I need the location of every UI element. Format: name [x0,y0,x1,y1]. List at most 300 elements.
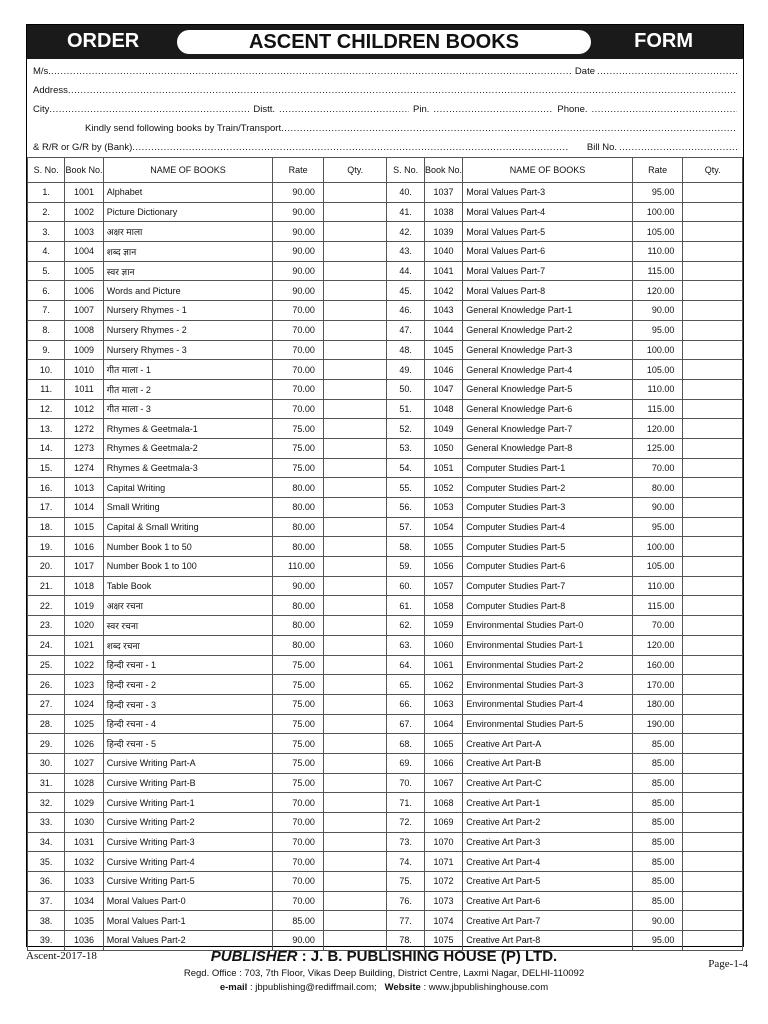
rate-cell: 75.00 [273,714,323,734]
rate-cell: 115.00 [632,596,682,616]
sno-cell: 25. [28,655,65,675]
bookno-cell: 1039 [424,222,462,242]
rate-cell: 95.00 [632,183,682,203]
rate-cell: 70.00 [273,399,323,419]
bookno-cell: 1042 [424,281,462,301]
rate-cell: 70.00 [273,891,323,911]
sno-cell: 48. [387,340,424,360]
rate-cell: 105.00 [632,222,682,242]
book-name-cell: Number Book 1 to 100 [103,557,273,577]
qty-cell[interactable] [683,438,743,458]
table-row [28,478,743,498]
table-row [28,675,743,695]
table-row [28,852,743,872]
qty-cell[interactable] [323,852,387,872]
ms-label: M/s. [33,66,51,77]
bookno-cell: 1075 [424,931,462,951]
qty-cell[interactable] [683,320,743,340]
rate-cell: 80.00 [273,517,323,537]
sno-cell: 50. [387,379,424,399]
sno-cell: 37. [28,891,65,911]
book-name-cell: हिन्दी रचना - 2 [103,675,273,695]
table-row [28,911,743,931]
book-name-cell: Moral Values Part-4 [463,202,633,222]
qty-cell[interactable] [323,458,387,478]
rate-cell: 70.00 [273,379,323,399]
qty-cell[interactable] [323,596,387,616]
book-name-cell: General Knowledge Part-2 [463,320,633,340]
book-name-cell: शब्द रचना [103,635,273,655]
bookno-cell: 1035 [65,911,103,931]
sno-cell: 75. [387,872,424,892]
sno-cell: 5. [28,261,65,281]
bookno-cell: 1012 [65,399,103,419]
rr-line[interactable] [33,138,737,157]
bookno-cell: 1052 [424,478,462,498]
book-name-cell: Creative Art Part-6 [463,891,633,911]
bookno-cell: 1015 [65,517,103,537]
book-name-cell: Moral Values Part-0 [103,891,273,911]
email-address[interactable]: jbpublishing@rediffmail.com; [255,982,377,993]
bookno-cell: 1008 [65,320,103,340]
qty-cell[interactable] [683,557,743,577]
publisher-address: Regd. Office : 703, 7th Floor, Vikas Deep Building, District Centre, Laxmi Nagar, DELHI-110092 [183,968,585,979]
bookno-cell: 1050 [424,438,462,458]
address-line[interactable] [33,81,737,100]
book-name-cell: Nursery Rhymes - 1 [103,301,273,321]
sno-cell: 23. [28,616,65,636]
sno-cell: 42. [387,222,424,242]
qty-cell[interactable] [323,813,387,833]
sno-cell: 53. [387,438,424,458]
rate-cell: 70.00 [273,852,323,872]
rate-cell: 80.00 [273,478,323,498]
sno-cell: 78. [387,931,424,951]
book-name-cell: Creative Art Part-1 [463,793,633,813]
bookno-cell: 1018 [65,576,103,596]
book-name-cell: General Knowledge Part-8 [463,438,633,458]
bookno-cell: 1023 [65,675,103,695]
bookno-cell: 1019 [65,596,103,616]
bookno-cell: 1004 [65,242,103,262]
qty-cell[interactable] [683,891,743,911]
sno-cell: 41. [387,202,424,222]
bookno-cell: 1073 [424,891,462,911]
sno-cell: 64. [387,655,424,675]
qty-cell[interactable] [323,202,387,222]
qty-cell[interactable] [323,281,387,301]
rate-cell: 70.00 [273,360,323,380]
table-row [28,517,743,537]
book-name-cell: Cursive Writing Part-A [103,753,273,773]
bookno-cell: 1011 [65,379,103,399]
form-code: Ascent-2017-18 [26,950,97,962]
header-order: ORDER [67,30,140,52]
bookno-cell: 1005 [65,261,103,281]
rate-cell: 80.00 [273,635,323,655]
bookno-cell: 1002 [65,202,103,222]
bookno-cell: 1041 [424,261,462,281]
header-form: FORM [634,30,693,52]
qty-cell[interactable] [323,891,387,911]
table-row [28,399,743,419]
qty-cell[interactable] [683,675,743,695]
qty-cell[interactable] [323,360,387,380]
qty-cell[interactable] [683,694,743,714]
qty-cell[interactable] [683,281,743,301]
book-name-cell: Creative Art Part-B [463,753,633,773]
qty-cell[interactable] [683,773,743,793]
bookno-cell: 1057 [424,576,462,596]
rate-cell: 80.00 [273,616,323,636]
sno-cell: 14. [28,438,65,458]
qty-cell[interactable] [683,576,743,596]
qty-cell[interactable] [683,793,743,813]
rate-cell: 70.00 [273,832,323,852]
rate-cell: 90.00 [273,242,323,262]
bookno-cell: 1069 [424,813,462,833]
book-name-cell: General Knowledge Part-5 [463,379,633,399]
book-name-cell: Environmental Studies Part-4 [463,694,633,714]
qty-cell[interactable] [323,379,387,399]
book-name-cell: Environmental Studies Part-2 [463,655,633,675]
qty-cell[interactable] [323,419,387,439]
sno-cell: 18. [28,517,65,537]
book-name-cell: Moral Values Part-1 [103,911,273,931]
sno-cell: 57. [387,517,424,537]
qty-cell[interactable] [323,911,387,931]
table-row [28,576,743,596]
bookno-cell: 1025 [65,714,103,734]
qty-cell[interactable] [683,261,743,281]
bookno-cell: 1033 [65,872,103,892]
book-name-cell: हिन्दी रचना - 3 [103,694,273,714]
qty-cell[interactable] [323,576,387,596]
qty-cell[interactable] [683,872,743,892]
table-row [28,419,743,439]
sno-cell: 56. [387,498,424,518]
bookno-cell: 1001 [65,183,103,203]
rate-cell: 90.00 [273,931,323,951]
sno-cell: 12. [28,399,65,419]
rate-cell: 90.00 [273,222,323,242]
table-row [28,458,743,478]
table-row [28,655,743,675]
distt-label: Distt. [253,104,276,115]
col-rate: Rate [632,158,682,183]
sno-cell: 62. [387,616,424,636]
rate-cell: 115.00 [632,261,682,281]
bookno-cell: 1040 [424,242,462,262]
bookno-cell: 1044 [424,320,462,340]
book-name-cell: Computer Studies Part-1 [463,458,633,478]
table-row [28,832,743,852]
bookno-cell: 1074 [424,911,462,931]
rate-cell: 70.00 [273,301,323,321]
table-row [28,793,743,813]
bookno-cell: 1272 [65,419,103,439]
qty-cell[interactable] [323,753,387,773]
bookno-cell: 1020 [65,616,103,636]
book-name-cell: Cursive Writing Part-5 [103,872,273,892]
qty-cell[interactable] [323,517,387,537]
qty-cell[interactable] [683,813,743,833]
qty-cell[interactable] [323,399,387,419]
sno-cell: 6. [28,281,65,301]
qty-cell[interactable] [683,911,743,931]
rate-cell: 75.00 [273,694,323,714]
book-name-cell: Creative Art Part-3 [463,832,633,852]
book-name-cell: हिन्दी रचना - 4 [103,714,273,734]
bill-label: Bill No. [586,142,617,153]
qty-cell[interactable] [683,222,743,242]
sno-cell: 76. [387,891,424,911]
qty-cell[interactable] [323,320,387,340]
book-name-cell: Creative Art Part-A [463,734,633,754]
sno-cell: 33. [28,813,65,833]
sno-cell: 69. [387,753,424,773]
rate-cell: 110.00 [632,242,682,262]
book-name-cell: Cursive Writing Part-B [103,773,273,793]
bookno-cell: 1054 [424,517,462,537]
sno-cell: 55. [387,478,424,498]
sno-cell: 68. [387,734,424,754]
table-row [28,557,743,577]
bookno-cell: 1064 [424,714,462,734]
book-name-cell: Computer Studies Part-6 [463,557,633,577]
bookno-cell: 1017 [65,557,103,577]
rate-cell: 90.00 [273,261,323,281]
pin-label: Pin. [413,104,430,115]
bookno-cell: 1031 [65,832,103,852]
qty-cell[interactable] [683,852,743,872]
sno-cell: 17. [28,498,65,518]
qty-cell[interactable] [683,714,743,734]
qty-cell[interactable] [323,340,387,360]
qty-cell[interactable] [323,537,387,557]
sno-cell: 20. [28,557,65,577]
sno-cell: 63. [387,635,424,655]
bookno-cell: 1016 [65,537,103,557]
book-name-cell: General Knowledge Part-3 [463,340,633,360]
qty-cell[interactable] [683,655,743,675]
qty-cell[interactable] [683,458,743,478]
city-line[interactable] [33,100,737,119]
qty-cell[interactable] [323,694,387,714]
bookno-cell: 1032 [65,852,103,872]
book-name-cell: Capital & Small Writing [103,517,273,537]
sno-cell: 70. [387,773,424,793]
book-name-cell: Computer Studies Part-2 [463,478,633,498]
table-row [28,281,743,301]
rate-cell: 190.00 [632,714,682,734]
rate-cell: 70.00 [273,872,323,892]
table-row [28,734,743,754]
bookno-cell: 1026 [65,734,103,754]
qty-cell[interactable] [683,596,743,616]
sno-cell: 59. [387,557,424,577]
city-label: City [33,104,50,115]
qty-cell[interactable] [323,872,387,892]
table-row [28,872,743,892]
qty-cell[interactable] [323,183,387,203]
sno-cell: 13. [28,419,65,439]
rate-cell: 120.00 [632,281,682,301]
table-row [28,222,743,242]
qty-cell[interactable] [323,635,387,655]
bookno-cell: 1055 [424,537,462,557]
book-name-cell: Moral Values Part-5 [463,222,633,242]
book-name-cell: शब्द ज्ञान [103,242,273,262]
qty-cell[interactable] [323,438,387,458]
book-name-cell: Creative Art Part-C [463,773,633,793]
qty-cell[interactable] [683,832,743,852]
transport-line[interactable] [33,119,737,138]
publisher-contact: e-mail : jbpublishing@rediffmail.com; Website : www.jbpublishinghouse.com [219,982,549,993]
book-name-cell: हिन्दी रचना - 5 [103,734,273,754]
book-name-cell: Creative Art Part-2 [463,813,633,833]
rate-cell: 105.00 [632,557,682,577]
qty-cell[interactable] [323,478,387,498]
table-row [28,714,743,734]
book-name-cell: Environmental Studies Part-3 [463,675,633,695]
bookno-cell: 1059 [424,616,462,636]
book-name-cell: Computer Studies Part-5 [463,537,633,557]
bookno-cell: 1047 [424,379,462,399]
sno-cell: 27. [28,694,65,714]
website-link[interactable]: www.jbpublishinghouse.com [428,982,549,993]
sno-cell: 49. [387,360,424,380]
bookno-cell: 1053 [424,498,462,518]
rate-cell: 85.00 [632,872,682,892]
qty-cell[interactable] [323,616,387,636]
book-name-cell: Moral Values Part-3 [463,183,633,203]
bookno-cell: 1028 [65,773,103,793]
sno-cell: 34. [28,832,65,852]
qty-cell[interactable] [683,183,743,203]
table-row [28,183,743,203]
table-body [28,183,743,951]
sno-cell: 21. [28,576,65,596]
qty-cell[interactable] [683,379,743,399]
sno-cell: 15. [28,458,65,478]
qty-cell[interactable] [683,478,743,498]
rate-cell: 85.00 [632,813,682,833]
qty-cell[interactable] [683,340,743,360]
rate-cell: 120.00 [632,419,682,439]
qty-cell[interactable] [323,793,387,813]
sno-cell: 8. [28,320,65,340]
qty-cell[interactable] [683,360,743,380]
ms-line[interactable] [33,62,737,81]
sno-cell: 11. [28,379,65,399]
sno-cell: 22. [28,596,65,616]
qty-cell[interactable] [323,261,387,281]
book-name-cell: Creative Art Part-5 [463,872,633,892]
bookno-cell: 1045 [424,340,462,360]
bookno-cell: 1024 [65,694,103,714]
qty-cell[interactable] [683,242,743,262]
qty-cell[interactable] [323,498,387,518]
qty-cell[interactable] [683,734,743,754]
bookno-cell: 1006 [65,281,103,301]
rate-cell: 85.00 [632,793,682,813]
bookno-cell: 1036 [65,931,103,951]
book-name-cell: General Knowledge Part-7 [463,419,633,439]
table-row [28,753,743,773]
rate-cell: 80.00 [632,478,682,498]
qty-cell[interactable] [683,419,743,439]
qty-cell[interactable] [683,616,743,636]
bookno-cell: 1022 [65,655,103,675]
qty-cell[interactable] [323,222,387,242]
rate-cell: 90.00 [273,183,323,203]
qty-cell[interactable] [683,399,743,419]
sno-cell: 65. [387,675,424,695]
qty-cell[interactable] [683,517,743,537]
qty-cell[interactable] [323,242,387,262]
sno-cell: 46. [387,301,424,321]
qty-cell[interactable] [323,773,387,793]
rate-cell: 95.00 [632,517,682,537]
rate-cell: 90.00 [632,498,682,518]
qty-cell[interactable] [683,753,743,773]
book-name-cell: General Knowledge Part-6 [463,399,633,419]
sno-cell: 43. [387,242,424,262]
qty-cell[interactable] [323,557,387,577]
qty-cell[interactable] [323,832,387,852]
table-row [28,635,743,655]
table-row [28,813,743,833]
bookno-cell: 1043 [424,301,462,321]
qty-cell[interactable] [323,301,387,321]
table-row [28,202,743,222]
bookno-cell: 1062 [424,675,462,695]
bookno-cell: 1066 [424,753,462,773]
rate-cell: 110.00 [273,557,323,577]
qty-cell[interactable] [683,537,743,557]
qty-cell[interactable] [683,202,743,222]
qty-cell[interactable] [683,301,743,321]
sno-cell: 2. [28,202,65,222]
qty-cell[interactable] [323,675,387,695]
book-name-cell: Computer Studies Part-4 [463,517,633,537]
email-label: e-mail [219,982,248,993]
qty-cell[interactable] [323,655,387,675]
address-label: Address [33,85,68,96]
rate-cell: 100.00 [632,340,682,360]
book-name-cell: Moral Values Part-7 [463,261,633,281]
sno-cell: 16. [28,478,65,498]
qty-cell[interactable] [683,635,743,655]
qty-cell[interactable] [683,498,743,518]
qty-cell[interactable] [323,714,387,734]
bookno-cell: 1048 [424,399,462,419]
table-row [28,320,743,340]
rate-cell: 90.00 [273,576,323,596]
sno-cell: 73. [387,832,424,852]
col-qty: Qty. [323,158,387,183]
bookno-cell: 1014 [65,498,103,518]
bookno-cell: 1072 [424,872,462,892]
table-row [28,537,743,557]
publisher-label: PUBLISHER [210,948,298,965]
table-row [28,242,743,262]
qty-cell[interactable] [323,734,387,754]
rate-cell: 75.00 [273,458,323,478]
col-bookno: Book No. [424,158,462,183]
sno-cell: 3. [28,222,65,242]
